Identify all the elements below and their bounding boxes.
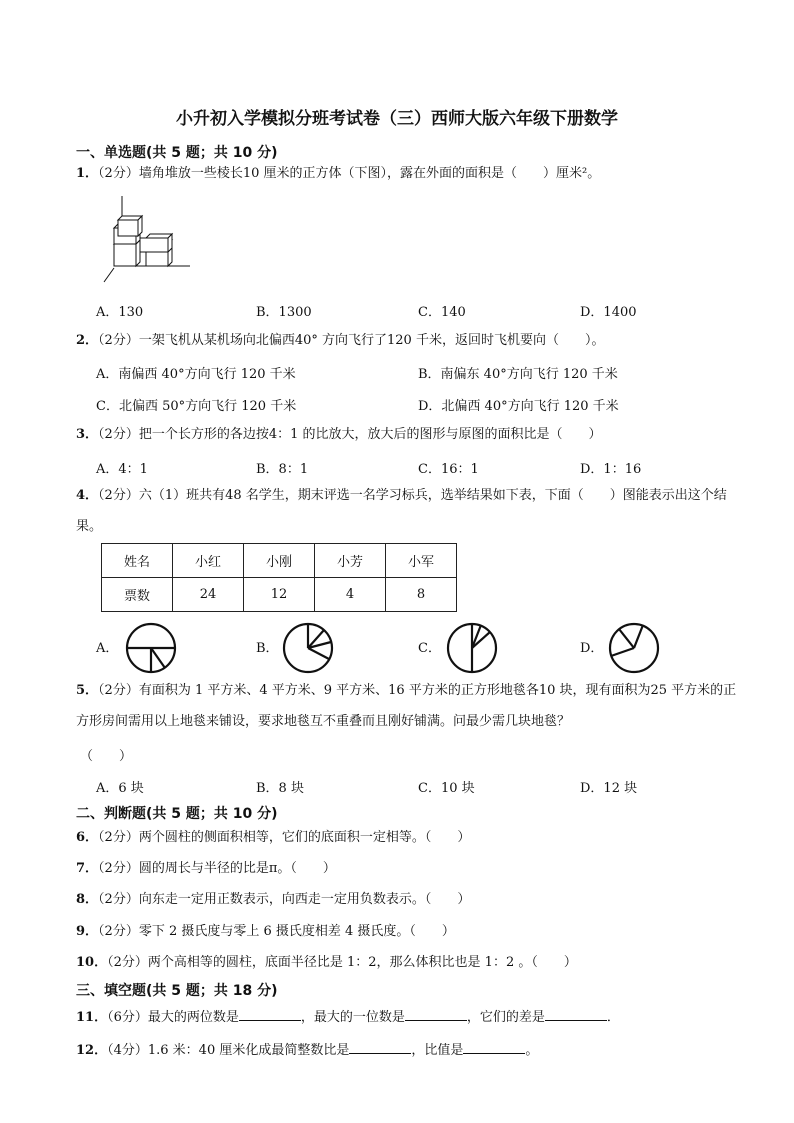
- option-b: B．8：1: [256, 462, 309, 477]
- question-text: （2分）一架飞机从某机场向北偏西40° 方向飞行了120 千米，返回时飞机要向（ ）。: [98, 333, 605, 348]
- question-number: 4．: [76, 488, 99, 503]
- question-11: [76, 1006, 620, 1027]
- question-text: （2分）墙角堆放一些棱长10 厘米的正方体（下图），露在外面的面积是（ ）厘米²。: [98, 166, 601, 181]
- option-a: A．4：1: [96, 462, 148, 477]
- page-title: 小升初入学模拟分班考试卷（三）西师大版六年级下册数学: [176, 109, 618, 129]
- answer-blank[interactable]: [405, 1006, 467, 1021]
- table-cell: 小刚: [244, 544, 315, 578]
- question-number: 6．: [76, 830, 99, 845]
- question-number: 5．: [76, 683, 99, 698]
- option-c: C．北偏西 50°方向飞行 120 千米: [96, 399, 297, 414]
- question-number: 8．: [76, 892, 99, 907]
- question-4: [76, 480, 746, 542]
- option-d: D．北偏西 40°方向飞行 120 千米: [418, 399, 619, 414]
- question-6: [76, 829, 470, 847]
- question-3: [76, 426, 602, 444]
- table-row: [102, 578, 457, 612]
- question-text: ，它们的差是: [466, 1010, 545, 1025]
- answer-blank[interactable]: [239, 1006, 301, 1021]
- question-9: [76, 923, 455, 941]
- question-text: （2分）零下 2 摄氏度与零上 6 摄氏度相差 4 摄氏度。（ ）: [98, 924, 455, 939]
- option-b: B．南偏东 40°方向飞行 120 千米: [418, 367, 618, 382]
- option-d: D．12 块: [580, 781, 638, 796]
- question-8: [76, 891, 470, 909]
- table-cell: 小红: [173, 544, 244, 578]
- answer-paren: （ ）: [80, 749, 133, 764]
- option-d: D．: [580, 641, 604, 656]
- option-c: C．16：1: [418, 462, 479, 477]
- answer-blank[interactable]: [463, 1039, 525, 1054]
- vote-table: [101, 543, 457, 612]
- option-b: B．1300: [256, 305, 312, 320]
- question-number: 10．: [76, 955, 108, 970]
- question-1: [76, 165, 600, 183]
- option-a: A．130: [96, 305, 144, 320]
- question-12: [76, 1039, 538, 1060]
- option-b: B．8 块: [256, 781, 304, 796]
- option-b: B．: [256, 641, 279, 656]
- option-a: A．6 块: [96, 781, 144, 796]
- option-d: D．1400: [580, 305, 637, 320]
- option-c: C．: [418, 641, 441, 656]
- table-cell: 小芳: [315, 544, 386, 578]
- table-cell: 24: [173, 578, 244, 612]
- question-text: ，比值是: [411, 1043, 464, 1058]
- table-cell: 12: [244, 578, 315, 612]
- question-2: [76, 332, 604, 350]
- question-text: ，最大的一位数是: [300, 1010, 405, 1025]
- answer-blank[interactable]: [545, 1006, 607, 1021]
- option-d: D．1：16: [580, 462, 642, 477]
- section-heading-true-false: 二、判断题(共 5 题；共 10 分): [76, 806, 278, 822]
- question-text: （2分）圆的周长与半径的比是π。（ ）: [98, 861, 336, 876]
- pie-chart-a: [124, 621, 178, 675]
- table-cell: 姓名: [102, 544, 173, 578]
- question-5: [76, 675, 746, 737]
- table-row: [102, 544, 457, 578]
- question-10: [76, 954, 577, 972]
- table-cell: 4: [315, 578, 386, 612]
- option-c: C．140: [418, 305, 466, 320]
- question-number: 12．: [76, 1043, 108, 1058]
- question-text: 。: [525, 1043, 539, 1058]
- question-number: 7．: [76, 861, 99, 876]
- question-text: （2分）把一个长方形的各边按4：1 的比放大，放大后的图形与原图的面积比是（ ）: [98, 427, 602, 442]
- answer-blank[interactable]: [349, 1039, 411, 1054]
- question-number: 11．: [76, 1010, 108, 1025]
- section-heading-single-choice: 一、单选题(共 5 题；共 10 分): [76, 145, 278, 161]
- question-text: （4分）1.6 米：40 厘米化成最简整数比是: [107, 1043, 350, 1058]
- question-text: （2分）两个圆柱的侧面积相等，它们的底面积一定相等。（ ）: [98, 830, 471, 845]
- pie-chart-d: [607, 621, 661, 675]
- section-heading-fill-in: 三、填空题(共 5 题；共 18 分): [76, 983, 278, 999]
- question-text: ．: [606, 1010, 620, 1025]
- option-a: A．南偏西 40°方向飞行 120 千米: [96, 367, 296, 382]
- question-text: （2分）有面积为 1 平方米、4 平方米、9 平方米、16 平方米的正方形地毯各10 块，现有面积为25 平方米的正方形房间需用以上地毯来铺设，要求地毯互不重叠而且刚好铺满。问最少需几块地毯？: [76, 683, 737, 729]
- question-number: 9．: [76, 924, 99, 939]
- pie-chart-b: [281, 621, 335, 675]
- pie-chart-c: [445, 621, 499, 675]
- question-text: （2分）向东走一定用正数表示，向西走一定用负数表示。（ ）: [98, 892, 471, 907]
- table-cell: 8: [386, 578, 457, 612]
- option-c: C．10 块: [418, 781, 475, 796]
- question-text: （2分）两个高相等的圆柱，底面半径比是 1：2，那么体积比也是 1：2 。（ ）: [107, 955, 577, 970]
- question-text: （6分）最大的两位数是: [107, 1010, 239, 1025]
- option-a: A．: [96, 641, 119, 656]
- question-number: 2．: [76, 333, 99, 348]
- question-number: 3．: [76, 427, 99, 442]
- table-cell: 票数: [102, 578, 173, 612]
- table-cell: 小军: [386, 544, 457, 578]
- question-7: [76, 860, 336, 878]
- question-text: （2分）六（1）班共有48 名学生，期末评选一名学习标兵，选举结果如下表，下面（ ）图能表示出这个结果。: [76, 488, 727, 534]
- question-number: 1．: [76, 166, 99, 181]
- stacked-cubes-figure: [100, 196, 195, 286]
